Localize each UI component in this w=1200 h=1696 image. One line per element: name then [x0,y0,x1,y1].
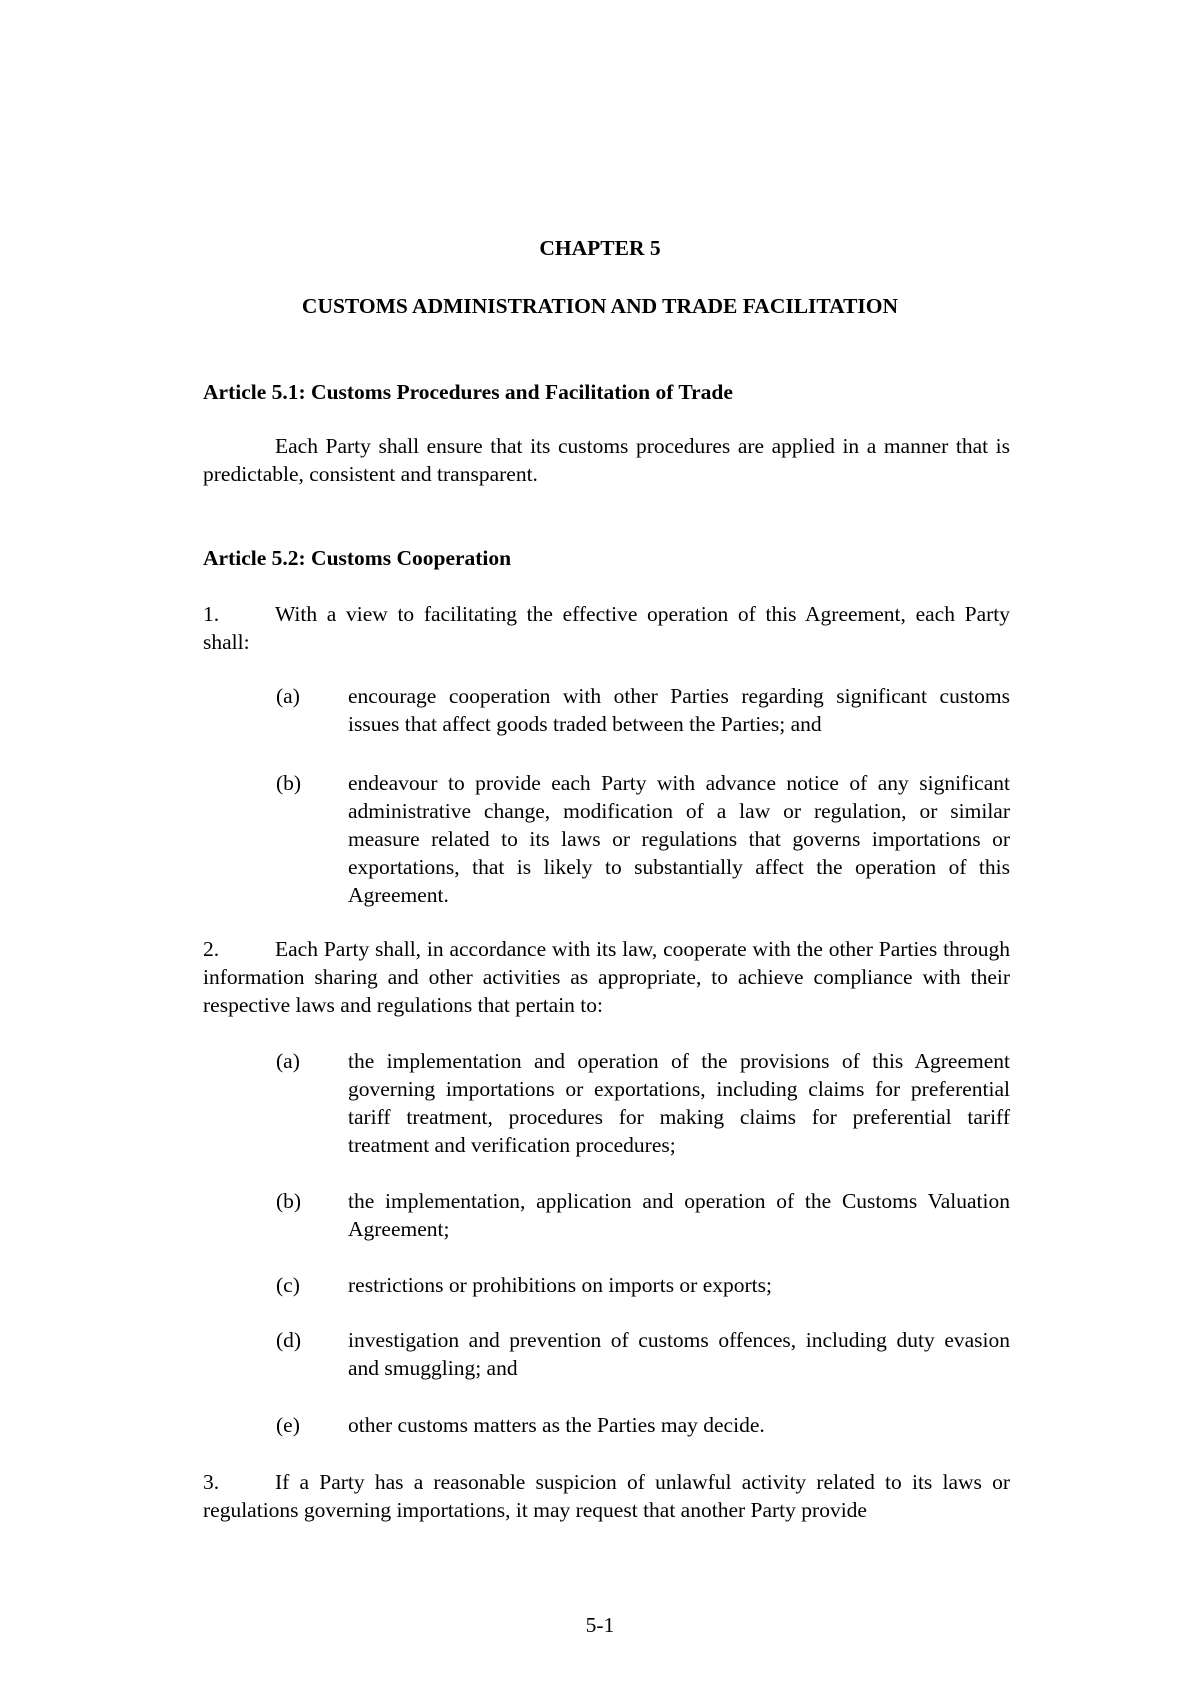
paragraph-text: If a Party has a reasonable suspicion of unlawful activity related to its laws or regulations governing importations, it may request that another Party provide [203,1470,1010,1522]
article-5-1-paragraph: Each Party shall ensure that its customs procedures are applied in a manner that is predictable, consistent and transparent. [203,434,1010,486]
list-item-label: (e) [276,1413,300,1437]
list-item-text: the implementation, application and operation of the Customs Valuation Agreement; [348,1189,1010,1241]
article-5-2-heading: Article 5.2: Customs Cooperation [203,546,512,570]
list-item-label: (b) [276,1189,302,1213]
list-item-2e [276,1411,1010,1439]
list-item-text: restrictions or prohibitions on imports or exports; [348,1273,772,1297]
list-item-1b [276,769,1010,909]
list-item-label: (d) [276,1328,302,1352]
list-item-2c [276,1271,1010,1299]
list-item-label: (a) [276,684,300,708]
list-item-2a [276,1047,1010,1159]
article-5-2-paragraph-3 [203,1468,1010,1524]
list-item-2d [276,1326,1010,1382]
paragraph-number: 1. [203,602,220,626]
chapter-subtitle: CUSTOMS ADMINISTRATION AND TRADE FACILITATION [301,294,899,318]
paragraph-text: Each Party shall, in accordance with its law, cooperate with the other Parties through information sharing and other activities as appropriate, to achieve compliance with their respective laws and regulations that pertain to: [203,937,1010,1017]
list-item-2b [276,1187,1010,1243]
article-5-2-paragraph-2 [203,935,1010,1019]
list-item-1a [276,682,1010,738]
list-item-label: (a) [276,1049,300,1073]
article-5-1-heading: Article 5.1: Customs Procedures and Facilitation of Trade [203,380,733,404]
list-item-text: the implementation and operation of the provisions of this Agreement governing importations or exportations, including claims for preferential tariff treatment, procedures for making claims for preferential tariff treatment and verification procedures; [348,1049,1010,1157]
list-item-text: endeavour to provide each Party with advance notice of any significant administrative change, modification of a law or regulation, or similar measure related to its laws or regulations that governs importations or exportations, that is likely to substantially affect the operation of this Agreement. [348,771,1010,907]
list-item-label: (b) [276,771,302,795]
paragraph-number: 3. [203,1470,220,1494]
page-number: 5-1 [585,1613,615,1637]
list-item-text: investigation and prevention of customs offences, including duty evasion and smuggling; and [348,1328,1010,1380]
paragraph-number: 2. [203,937,220,961]
list-item-label: (c) [276,1273,300,1297]
list-item-text: encourage cooperation with other Parties regarding significant customs issues that affect goods traded between the Parties; and [348,684,1010,736]
article-5-2-paragraph-1 [203,600,1010,656]
list-item-text: other customs matters as the Parties may decide. [348,1413,765,1437]
paragraph-text: With a view to facilitating the effective operation of this Agreement, each Party shall: [203,602,1010,654]
chapter-title: CHAPTER 5 [539,236,661,260]
